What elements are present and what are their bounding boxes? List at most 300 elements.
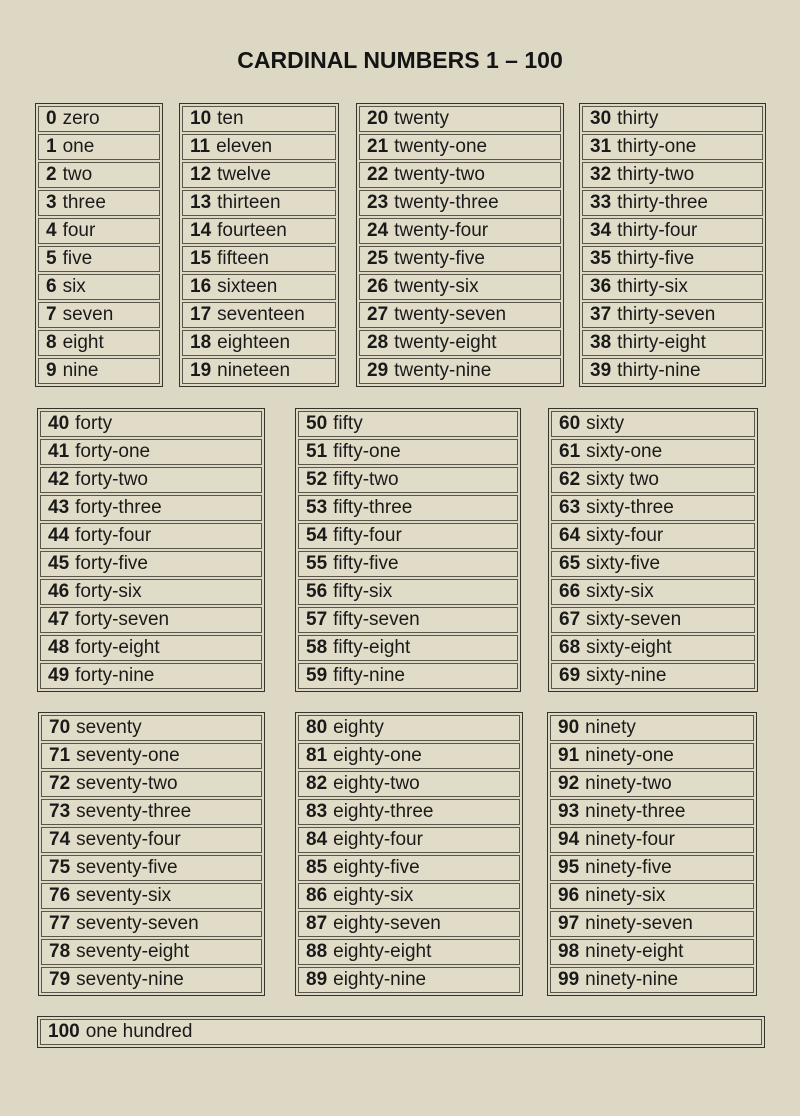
entry-word: ninety-five — [585, 857, 672, 878]
entry-word: sixty-one — [586, 441, 663, 462]
number-entry-89 — [298, 967, 520, 993]
number-entry-6 — [38, 274, 160, 300]
entry-numeral: 12 — [190, 164, 212, 185]
table-numbers-90-99 — [547, 712, 757, 996]
entry-word: ninety — [585, 717, 636, 738]
entry-word: eighty-two — [333, 773, 420, 794]
number-entry-10 — [182, 106, 336, 132]
entry-word: twelve — [217, 164, 271, 185]
entry-numeral: 61 — [559, 441, 581, 462]
entry-word: forty-six — [75, 581, 142, 602]
number-entry-92 — [550, 771, 754, 797]
entry-numeral: 26 — [367, 276, 389, 297]
entry-word: eleven — [216, 136, 273, 157]
entry-numeral: 65 — [559, 553, 581, 574]
entry-numeral: 34 — [590, 220, 612, 241]
number-entry-68 — [551, 635, 755, 661]
entry-word: eighty-six — [333, 885, 414, 906]
table-numbers-40-49 — [37, 408, 265, 692]
number-entry-50 — [298, 411, 518, 437]
entry-numeral: 4 — [46, 220, 57, 241]
entry-numeral: 36 — [590, 276, 612, 297]
entry-numeral: 72 — [49, 773, 71, 794]
number-entry-32 — [582, 162, 763, 188]
number-entry-88 — [298, 939, 520, 965]
number-entry-60 — [551, 411, 755, 437]
entry-numeral: 85 — [306, 857, 328, 878]
entry-numeral: 89 — [306, 969, 328, 990]
entry-word: thirty-four — [617, 220, 698, 241]
entry-numeral: 86 — [306, 885, 328, 906]
entry-numeral: 64 — [559, 525, 581, 546]
entry-word: eight — [62, 332, 104, 353]
entry-numeral: 24 — [367, 220, 389, 241]
entry-word: thirty-nine — [617, 360, 701, 381]
number-entry-23 — [359, 190, 561, 216]
entry-word: twenty-five — [394, 248, 485, 269]
entry-word: eighty-three — [333, 801, 434, 822]
number-entry-33 — [582, 190, 763, 216]
number-entry-59 — [298, 663, 518, 689]
entry-word: eighty-four — [333, 829, 423, 850]
table-numbers-10-19 — [179, 103, 339, 387]
entry-word: ninety-eight — [585, 941, 684, 962]
entry-numeral: 68 — [559, 637, 581, 658]
entry-numeral: 51 — [306, 441, 328, 462]
entry-word: thirty — [617, 108, 659, 129]
entry-word: twenty-four — [394, 220, 489, 241]
entry-numeral: 0 — [46, 108, 57, 129]
entry-word: fifteen — [217, 248, 269, 269]
entry-word: forty-nine — [75, 665, 155, 686]
entry-numeral: 94 — [558, 829, 580, 850]
number-entry-51 — [298, 439, 518, 465]
number-entry-39 — [582, 358, 763, 384]
number-entry-66 — [551, 579, 755, 605]
entry-numeral: 70 — [49, 717, 71, 738]
entry-numeral: 9 — [46, 360, 57, 381]
number-entry-67 — [551, 607, 755, 633]
entry-numeral: 53 — [306, 497, 328, 518]
entry-numeral: 47 — [48, 609, 70, 630]
entry-numeral: 79 — [49, 969, 71, 990]
entry-numeral: 63 — [559, 497, 581, 518]
entry-word: thirty-eight — [617, 332, 706, 353]
number-entry-0 — [38, 106, 160, 132]
entry-numeral: 67 — [559, 609, 581, 630]
entry-numeral: 2 — [46, 164, 57, 185]
entry-numeral: 96 — [558, 885, 580, 906]
entry-word: ninety-nine — [585, 969, 679, 990]
entry-word: fifty-three — [333, 497, 413, 518]
entry-word: sixty-four — [586, 525, 664, 546]
number-entry-99 — [550, 967, 754, 993]
table-numbers-50-59 — [295, 408, 521, 692]
number-entry-25 — [359, 246, 561, 272]
entry-word: twenty-two — [394, 164, 485, 185]
entry-numeral: 74 — [49, 829, 71, 850]
entry-word: eighty-nine — [333, 969, 427, 990]
entry-numeral: 39 — [590, 360, 612, 381]
entry-numeral: 33 — [590, 192, 612, 213]
entry-word: fifty-two — [333, 469, 399, 490]
table-numbers-30-39 — [579, 103, 766, 387]
entry-word: forty-seven — [75, 609, 170, 630]
tables-row-3 — [38, 712, 800, 996]
entry-numeral: 43 — [48, 497, 70, 518]
number-entry-26 — [359, 274, 561, 300]
number-entry-73 — [41, 799, 262, 825]
number-entry-97 — [550, 911, 754, 937]
entry-word: seventy-eight — [76, 941, 190, 962]
entry-numeral: 23 — [367, 192, 389, 213]
number-entry-95 — [550, 855, 754, 881]
entry-word: seventy-seven — [76, 913, 199, 934]
entry-numeral: 58 — [306, 637, 328, 658]
entry-word: twenty-seven — [394, 304, 507, 325]
number-entry-76 — [41, 883, 262, 909]
entry-word: twenty-six — [394, 276, 479, 297]
number-entry-53 — [298, 495, 518, 521]
number-entry-36 — [582, 274, 763, 300]
entry-word: thirteen — [217, 192, 281, 213]
entry-numeral: 92 — [558, 773, 580, 794]
entry-word: fifty-seven — [333, 609, 420, 630]
number-entry-37 — [582, 302, 763, 328]
number-entry-41 — [40, 439, 262, 465]
number-entry-71 — [41, 743, 262, 769]
number-entry-47 — [40, 607, 262, 633]
entry-numeral: 97 — [558, 913, 580, 934]
table-numbers-100 — [37, 1016, 765, 1048]
number-entry-18 — [182, 330, 336, 356]
number-entry-69 — [551, 663, 755, 689]
entry-word: forty-five — [75, 553, 148, 574]
entry-numeral: 41 — [48, 441, 70, 462]
entry-word: twenty-one — [394, 136, 488, 157]
entry-numeral: 90 — [558, 717, 580, 738]
entry-word: sixty-six — [586, 581, 654, 602]
number-entry-7 — [38, 302, 160, 328]
entry-word: twenty-three — [394, 192, 499, 213]
entry-word: ten — [217, 108, 244, 129]
number-entry-49 — [40, 663, 262, 689]
entry-numeral: 22 — [367, 164, 389, 185]
number-entry-29 — [359, 358, 561, 384]
entry-word: seventy-nine — [76, 969, 184, 990]
number-entry-13 — [182, 190, 336, 216]
entry-word: thirty-one — [617, 136, 697, 157]
entry-word: one — [62, 136, 95, 157]
entry-numeral: 50 — [306, 413, 328, 434]
entry-numeral: 6 — [46, 276, 57, 297]
entry-word: seventy-one — [76, 745, 180, 766]
number-entry-82 — [298, 771, 520, 797]
number-entry-44 — [40, 523, 262, 549]
number-entry-62 — [551, 467, 755, 493]
entry-numeral: 31 — [590, 136, 612, 157]
entry-numeral: 42 — [48, 469, 70, 490]
number-entry-12 — [182, 162, 336, 188]
number-entry-63 — [551, 495, 755, 521]
number-entry-15 — [182, 246, 336, 272]
number-entry-78 — [41, 939, 262, 965]
entry-word: sixty-eight — [586, 637, 672, 658]
entry-numeral: 55 — [306, 553, 328, 574]
entry-word: two — [62, 164, 93, 185]
entry-word: ninety-two — [585, 773, 672, 794]
entry-word: fifty-nine — [333, 665, 405, 686]
number-entry-20 — [359, 106, 561, 132]
entry-word: eighty-five — [333, 857, 420, 878]
entry-word: seventy-three — [76, 801, 192, 822]
number-entry-56 — [298, 579, 518, 605]
entry-numeral: 11 — [190, 136, 211, 157]
number-entry-11 — [182, 134, 336, 160]
entry-word: zero — [62, 108, 100, 129]
number-entry-22 — [359, 162, 561, 188]
entry-word: thirty-three — [617, 192, 708, 213]
entry-word: sixty-three — [586, 497, 674, 518]
entry-word: fifty — [333, 413, 363, 434]
table-numbers-0-9 — [35, 103, 163, 387]
entry-numeral: 62 — [559, 469, 581, 490]
entry-word: forty-four — [75, 525, 152, 546]
entry-word: forty-two — [75, 469, 148, 490]
number-entry-14 — [182, 218, 336, 244]
number-entry-90 — [550, 715, 754, 741]
entry-numeral: 45 — [48, 553, 70, 574]
entry-numeral: 10 — [190, 108, 212, 129]
entry-word: eighty-eight — [333, 941, 432, 962]
entry-word: eighteen — [217, 332, 291, 353]
entry-word: ninety-four — [585, 829, 675, 850]
entry-numeral: 28 — [367, 332, 389, 353]
number-entry-24 — [359, 218, 561, 244]
entry-numeral: 56 — [306, 581, 328, 602]
number-entry-100 — [40, 1019, 762, 1045]
number-entry-61 — [551, 439, 755, 465]
entry-word: seventy-four — [76, 829, 181, 850]
entry-word: ninety-one — [585, 745, 674, 766]
entry-numeral: 13 — [190, 192, 212, 213]
entry-numeral: 5 — [46, 248, 57, 269]
entry-numeral: 37 — [590, 304, 612, 325]
table-numbers-20-29 — [356, 103, 564, 387]
number-entry-8 — [38, 330, 160, 356]
entry-numeral: 71 — [49, 745, 71, 766]
entry-word: eighty-seven — [333, 913, 441, 934]
entry-word: six — [62, 276, 86, 297]
entry-word: sixty-five — [586, 553, 661, 574]
number-entry-77 — [41, 911, 262, 937]
entry-word: ninety-three — [585, 801, 686, 822]
tables-row-1 — [35, 103, 800, 387]
number-entry-21 — [359, 134, 561, 160]
entry-word: sixty-nine — [586, 665, 667, 686]
entry-word: sixteen — [217, 276, 278, 297]
entry-word: sixty-seven — [586, 609, 682, 630]
entry-numeral: 25 — [367, 248, 389, 269]
number-entry-91 — [550, 743, 754, 769]
number-entry-30 — [582, 106, 763, 132]
number-entry-28 — [359, 330, 561, 356]
number-entry-80 — [298, 715, 520, 741]
entry-word: thirty-six — [617, 276, 688, 297]
entry-numeral: 76 — [49, 885, 71, 906]
entry-numeral: 93 — [558, 801, 580, 822]
number-entry-70 — [41, 715, 262, 741]
entry-word: ninety-six — [585, 885, 666, 906]
entry-word: nineteen — [217, 360, 291, 381]
number-entry-94 — [550, 827, 754, 853]
number-entry-93 — [550, 799, 754, 825]
entry-numeral: 99 — [558, 969, 580, 990]
number-entry-1 — [38, 134, 160, 160]
entry-word: four — [62, 220, 96, 241]
number-entry-54 — [298, 523, 518, 549]
entry-numeral: 18 — [190, 332, 212, 353]
entry-numeral: 83 — [306, 801, 328, 822]
entry-numeral: 1 — [46, 136, 57, 157]
entry-word: forty — [75, 413, 113, 434]
entry-numeral: 54 — [306, 525, 328, 546]
entry-numeral: 38 — [590, 332, 612, 353]
entry-numeral: 80 — [306, 717, 328, 738]
entry-word: five — [62, 248, 93, 269]
entry-numeral: 84 — [306, 829, 328, 850]
entry-word: seventy-two — [76, 773, 178, 794]
entry-numeral: 15 — [190, 248, 212, 269]
number-entry-96 — [550, 883, 754, 909]
entry-word: nine — [62, 360, 99, 381]
entry-numeral: 95 — [558, 857, 580, 878]
entry-numeral: 14 — [190, 220, 212, 241]
number-entry-31 — [582, 134, 763, 160]
entry-numeral: 20 — [367, 108, 389, 129]
table-numbers-80-89 — [295, 712, 523, 996]
number-entry-2 — [38, 162, 160, 188]
tables-row-2 — [37, 408, 800, 692]
number-entry-79 — [41, 967, 262, 993]
number-entry-55 — [298, 551, 518, 577]
entry-word: fifty-six — [333, 581, 393, 602]
entry-numeral: 3 — [46, 192, 57, 213]
entry-numeral: 30 — [590, 108, 612, 129]
number-entry-4 — [38, 218, 160, 244]
entry-numeral: 78 — [49, 941, 71, 962]
number-entry-64 — [551, 523, 755, 549]
entry-numeral: 59 — [306, 665, 328, 686]
number-entry-48 — [40, 635, 262, 661]
entry-word: twenty-nine — [394, 360, 492, 381]
entry-word: fifty-five — [333, 553, 399, 574]
number-entry-81 — [298, 743, 520, 769]
number-entry-75 — [41, 855, 262, 881]
number-entry-43 — [40, 495, 262, 521]
entry-word: twenty-eight — [394, 332, 497, 353]
table-numbers-60-69 — [548, 408, 758, 692]
number-entry-65 — [551, 551, 755, 577]
entry-word: fifty-eight — [333, 637, 411, 658]
entry-word: seventy-six — [76, 885, 172, 906]
entry-word: sixty — [586, 413, 625, 434]
entry-word: three — [62, 192, 106, 213]
number-entry-87 — [298, 911, 520, 937]
entry-word: fourteen — [217, 220, 287, 241]
entry-numeral: 77 — [49, 913, 71, 934]
table-numbers-70-79 — [38, 712, 265, 996]
entry-numeral: 75 — [49, 857, 71, 878]
number-entry-72 — [41, 771, 262, 797]
entry-numeral: 7 — [46, 304, 57, 325]
number-entry-5 — [38, 246, 160, 272]
entry-numeral: 35 — [590, 248, 612, 269]
entry-numeral: 40 — [48, 413, 70, 434]
entry-word: fifty-four — [333, 525, 402, 546]
number-entry-45 — [40, 551, 262, 577]
number-entry-57 — [298, 607, 518, 633]
number-entry-86 — [298, 883, 520, 909]
entry-word: fifty-one — [333, 441, 401, 462]
page-title: CARDINAL NUMBERS 1 – 100 — [237, 47, 563, 73]
entry-word: thirty-two — [617, 164, 695, 185]
entry-numeral: 69 — [559, 665, 581, 686]
entry-word: sixty two — [586, 469, 659, 490]
entry-word: thirty-seven — [617, 304, 716, 325]
entry-word: eighty-one — [333, 745, 422, 766]
number-entry-16 — [182, 274, 336, 300]
entry-numeral: 81 — [306, 745, 328, 766]
number-entry-27 — [359, 302, 561, 328]
number-entry-85 — [298, 855, 520, 881]
entry-numeral: 52 — [306, 469, 328, 490]
number-entry-3 — [38, 190, 160, 216]
number-entry-35 — [582, 246, 763, 272]
number-entry-9 — [38, 358, 160, 384]
number-entry-52 — [298, 467, 518, 493]
entry-word: seventeen — [217, 304, 305, 325]
entry-word: forty-eight — [75, 637, 160, 658]
entry-numeral: 19 — [190, 360, 212, 381]
number-entry-83 — [298, 799, 520, 825]
entry-numeral: 27 — [367, 304, 389, 325]
entry-numeral: 87 — [306, 913, 328, 934]
entry-numeral: 66 — [559, 581, 581, 602]
entry-numeral: 17 — [190, 304, 212, 325]
entry-word: forty-three — [75, 497, 162, 518]
entry-numeral: 16 — [190, 276, 212, 297]
number-entry-46 — [40, 579, 262, 605]
entry-word: eighty — [333, 717, 384, 738]
entry-numeral: 57 — [306, 609, 328, 630]
entry-word: thirty-five — [617, 248, 695, 269]
entry-numeral: 73 — [49, 801, 71, 822]
entry-numeral: 46 — [48, 581, 70, 602]
entry-numeral: 48 — [48, 637, 70, 658]
entry-numeral: 21 — [367, 136, 389, 157]
entry-word: ninety-seven — [585, 913, 693, 934]
number-entry-19 — [182, 358, 336, 384]
entry-numeral: 8 — [46, 332, 57, 353]
entry-numeral: 91 — [558, 745, 580, 766]
entry-numeral: 98 — [558, 941, 580, 962]
entry-numeral: 29 — [367, 360, 389, 381]
number-entry-84 — [298, 827, 520, 853]
entry-numeral: 32 — [590, 164, 612, 185]
entry-numeral: 49 — [48, 665, 70, 686]
entry-numeral: 82 — [306, 773, 328, 794]
